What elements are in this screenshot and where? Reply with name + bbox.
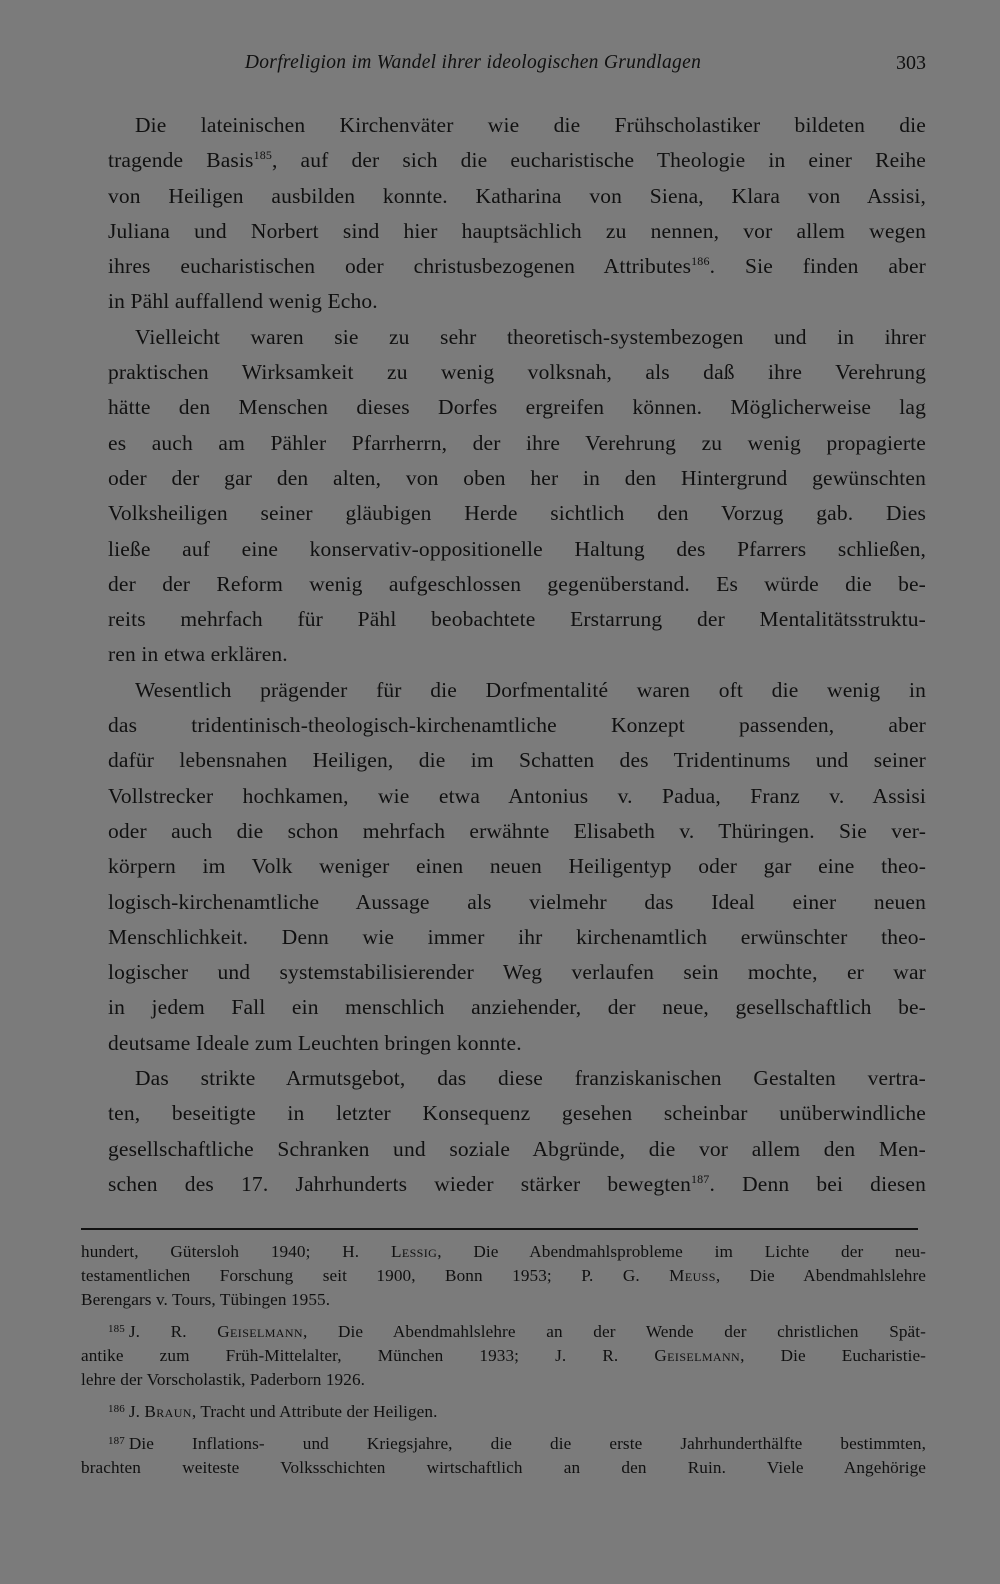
text-line: Juliana und Norbert sind hier hauptsächlich zu nennen, vor allem wegen [108, 218, 926, 243]
text-line: dafür lebensnahen Heiligen, die im Schatten des Tridentinums und seiner [108, 748, 926, 773]
footnote-ref-185: 185 [253, 148, 273, 163]
paragraph-2 [81, 320, 926, 673]
footnote-line: $^{187}$ Die Inflations- und Kriegsjahre, die die erste Jahrhunderthälfte bestimmten, [108, 1434, 926, 1453]
text-line: Menschlichkeit. Denn wie immer ihr kirchenamtlich erwünschter theo- [108, 924, 926, 949]
text-line: logischer und systemstabilisierender Weg verlaufen sein mochte, er war [108, 960, 926, 985]
text-line: gesellschaftliche Schranken und soziale Abgründe, die vor allem den Men- [108, 1136, 926, 1161]
text-line: schen des 17. Jahrhunderts wieder stärker bewegten$^{187}$. Denn bei diesen [108, 1171, 927, 1196]
text-line: Vollstrecker hochkamen, wie etwa Antonius v. Padua, Franz v. Assisi [108, 783, 926, 808]
text-line: deutsame Ideale zum Leuchten bringen konnte. [108, 1030, 522, 1055]
footnote-rule [81, 1228, 918, 1230]
text-line: oder der gar den alten, von oben her in den Hintergrund gewünschten [108, 465, 926, 490]
text-line: logisch-kirchenamtliche Aussage als vielmehr das Ideal einer neuen [108, 889, 926, 914]
footnote-187 [81, 1432, 926, 1480]
text-line: Wesentlich prägender für die Dorfmentalité waren oft die wenig in [135, 677, 926, 702]
paragraph-1 [81, 108, 926, 320]
text-line: in Pähl auffallend wenig Echo. [108, 289, 378, 314]
paragraph-3 [81, 673, 926, 1061]
text-line: Das strikte Armutsgebot, das diese franziskanischen Gestalten vertra- [135, 1066, 926, 1091]
footnote-line: $^{185}$ J. R. Geiselmann, Die Abendmahlslehre an der Wende der christlichen Spät- [108, 1322, 926, 1341]
text-line: Volksheiligen seiner gläubigen Herde sichtlich den Vorzug gab. Dies [108, 501, 926, 526]
text-line: das tridentinisch-theologisch-kirchenamtliche Konzept passenden, aber [108, 713, 926, 738]
page-number: 303 [896, 52, 926, 74]
footnote-185 [81, 1320, 926, 1392]
footnotes [81, 1240, 926, 1480]
text-line: Vielleicht waren sie zu sehr theoretisch-systembezogen und in ihrer [135, 324, 926, 349]
text-line: hätte den Menschen dieses Dorfes ergreifen können. Möglicherweise lag [108, 395, 926, 420]
footnote-line: antike zum Früh-Mittelalter, München 1933; J. R. Geiselmann, Die Eucharistie- [81, 1346, 926, 1365]
text-line: reits mehrfach für Pähl beobachtete Erstarrung der Mentalitätsstruktu- [108, 607, 926, 632]
text-line: der der Reform wenig aufgeschlossen gegenüberstand. Es würde die be- [108, 571, 926, 596]
footnote-line: Berengars v. Tours, Tübingen 1955. [81, 1290, 331, 1309]
paragraph-4 [81, 1061, 926, 1202]
text-line: ließe auf eine konservativ-oppositionelle Haltung des Pfarrers schließen, [108, 536, 926, 561]
text-line: oder auch die schon mehrfach erwähnte Elisabeth v. Thüringen. Sie ver- [108, 818, 926, 843]
footnote-ref-186: 186 [691, 254, 710, 269]
footnote-line: $^{186}$ J. Braun, Tracht und Attribute der Heiligen. [108, 1402, 438, 1421]
footnote-line: lehre der Vorscholastik, Paderborn 1926. [81, 1370, 366, 1389]
footnote-ref-187: 187 [690, 1171, 710, 1186]
body-text [81, 108, 926, 1202]
text-line: in jedem Fall ein menschlich anziehender, der neue, gesellschaftlich be- [108, 995, 926, 1020]
running-head [80, 52, 926, 88]
text-line: ten, beseitigte in letzter Konsequenz gesehen scheinbar unüberwindliche [108, 1101, 926, 1126]
text-line: praktischen Wirksamkeit zu wenig volksnah, als daß ihre Verehrung [108, 360, 926, 385]
footnote-line: brachten weiteste Volksschichten wirtschaftlich an den Ruin. Viele Angehörige [81, 1458, 926, 1477]
text-line: von Heiligen ausbilden konnte. Katharina von Siena, Klara von Assisi, [108, 183, 926, 208]
footnote-line: hundert, Gütersloh 1940; H. Lessig, Die Abendmahlsprobleme im Lichte der neu- [81, 1242, 926, 1261]
text-line: Die lateinischen Kirchenväter wie die Frühscholastiker bildeten die [135, 113, 926, 137]
text-line: tragende Basis$^{185}$, auf der sich die eucharistische Theologie in einer Reihe [108, 148, 926, 173]
running-title: Dorfreligion im Wandel ihrer ideologischen Grundlagen [244, 52, 702, 73]
text-line: ren in etwa erklären. [108, 642, 288, 667]
text-line: ihres eucharistischen oder christusbezogenen Attributes$^{186}$. Sie finden aber [108, 254, 926, 279]
footnote-186 [81, 1400, 926, 1424]
text-line: körpern im Volk weniger einen neuen Heiligentyp oder gar eine theo- [108, 854, 926, 879]
footnote-line: testamentlichen Forschung seit 1900, Bonn 1953; P. G. Meuss, Die Abendmahlslehre [81, 1266, 926, 1285]
text-line: es auch am Pähler Pfarrherrn, der ihre Verehrung zu wenig propagierte [108, 430, 926, 455]
footnote-continuation [81, 1240, 926, 1312]
